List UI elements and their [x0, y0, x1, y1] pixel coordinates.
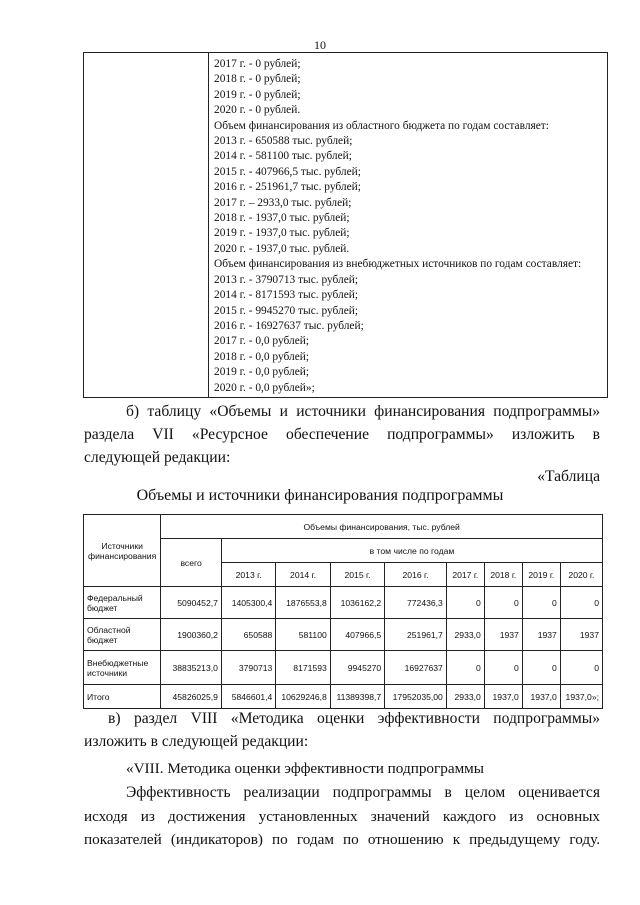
table-row: [84, 587, 603, 619]
header-year: 2016 г.: [385, 563, 447, 587]
table-total-row: [84, 685, 603, 709]
summary-line: 2015 г. - 9945270 тыс. рублей;: [214, 304, 359, 317]
table-row: [84, 619, 603, 651]
section-heading: «VIII. Методика оценки эффективности подпрограммы: [126, 760, 484, 777]
paragraph-b-line: следующей редакции:: [84, 449, 231, 466]
row-value: 407966,5: [330, 619, 384, 651]
row-value: 8171593: [276, 651, 330, 685]
summary-line: 2019 г. - 1937,0 тыс. рублей;: [214, 227, 350, 240]
row-value: 2933,0: [446, 685, 484, 709]
row-total: 45826025,9: [161, 685, 222, 709]
row-value: 1937: [484, 619, 522, 651]
header-source: Источники финансирования: [84, 515, 161, 587]
summary-line: 2013 г. - 650588 тыс. рублей;: [214, 135, 353, 148]
table-title: Объемы и источники финансирования подпрограммы: [136, 487, 504, 504]
row-value: 1937,0: [522, 685, 560, 709]
row-value: 0: [484, 587, 522, 619]
paragraph-b-line: б) таблицу «Объемы и источники финансирования подпрограммы»: [126, 403, 600, 420]
row-value: 5846601,4: [221, 685, 275, 709]
row-value: 1036162,2: [330, 587, 384, 619]
row-total: 5090452,7: [161, 587, 222, 619]
summary-line: 2016 г. - 16927637 тыс. рублей;: [214, 319, 364, 332]
summary-line: 2017 г. - 0 рублей;: [214, 58, 301, 70]
row-value: 251961,7: [385, 619, 447, 651]
row-value: 0: [446, 651, 484, 685]
body-line: Эффективность реализации подпрограммы в целом оценивается: [126, 784, 600, 801]
summary-line: 2015 г. - 407966,5 тыс. рублей;: [214, 165, 361, 178]
row-value: 650588: [221, 619, 275, 651]
header-year: 2020 г.: [560, 563, 602, 587]
row-value: 3790713: [221, 651, 275, 685]
header-year: 2018 г.: [484, 563, 522, 587]
header-year: 2017 г.: [446, 563, 484, 587]
body-paragraph-cont: [84, 805, 600, 851]
row-source: Итого: [84, 685, 161, 709]
paragraph-c-cont: [84, 730, 600, 753]
table-header-row: [84, 539, 603, 563]
row-value: 0: [560, 651, 602, 685]
table-header-row: [84, 515, 603, 539]
summary-line: 2018 г. - 0 рублей;: [214, 73, 301, 86]
row-value: 1405300,4: [221, 587, 275, 619]
row-value: 1937: [560, 619, 602, 651]
row-value: 2933,0: [446, 619, 484, 651]
paragraph-c-line: в) раздел VIII «Методика оценки эффективности подпрограммы»: [108, 710, 600, 727]
paragraph-b: [126, 400, 600, 423]
row-value: 0: [522, 587, 560, 619]
row-value: 16927637: [385, 651, 447, 685]
financing-summary-text: [214, 57, 603, 396]
row-value: 17952035,00: [385, 685, 447, 709]
row-value: 1937,0»;: [560, 685, 602, 709]
row-source: Областной бюджет: [84, 619, 161, 651]
summary-line: 2020 г. - 0,0 рублей»;: [214, 381, 315, 394]
financing-table: [83, 514, 603, 709]
header-by-years: в том числе по годам: [221, 539, 602, 563]
summary-line: Объем финансирования из внебюджетных источников по годам составляет:: [214, 258, 582, 271]
row-value: 1937: [522, 619, 560, 651]
financing-summary-box: [83, 52, 608, 398]
body-paragraph: [126, 781, 600, 804]
summary-line: 2014 г. - 8171593 тыс. рублей;: [214, 289, 359, 302]
row-value: 772436,3: [385, 587, 447, 619]
header-year: 2019 г.: [522, 563, 560, 587]
row-value: 0: [484, 651, 522, 685]
summary-line: 2017 г. – 2933,0 тыс. рублей;: [214, 196, 352, 209]
row-value: 0: [560, 587, 602, 619]
summary-line: 2018 г. - 0,0 рублей;: [214, 350, 310, 363]
summary-line: Объем финансирования из областного бюджета по годам составляет:: [214, 119, 549, 132]
paragraph-c-line: изложить в следующей редакции:: [84, 733, 309, 750]
body-line: показателей (индикаторов) по годам по отношению к предыдущему году.: [84, 831, 600, 848]
paragraph-c: [108, 707, 600, 730]
body-line: исходя из достижения установленных значений каждого из основных: [84, 808, 600, 825]
paragraph-b-cont: [84, 423, 600, 469]
summary-line: 2019 г. - 0 рублей;: [214, 88, 301, 101]
row-source: Федеральный бюджет: [84, 587, 161, 619]
header-year: 2014 г.: [276, 563, 330, 587]
paragraph-b-line: раздела VII «Ресурсное обеспечение подпрограммы» изложить в: [84, 426, 600, 443]
header-volumes: Объемы финансирования, тыс. рублей: [161, 515, 603, 539]
row-value: 0: [446, 587, 484, 619]
table-label: «Таблица: [537, 468, 600, 485]
row-value: 1937,0: [484, 685, 522, 709]
row-value: 1876553,8: [276, 587, 330, 619]
row-value: 0: [522, 651, 560, 685]
table-row: [84, 651, 603, 685]
page-number: 10: [314, 38, 326, 52]
row-value: 11389398,7: [330, 685, 384, 709]
summary-line: 2019 г. - 0,0 рублей;: [214, 366, 310, 379]
summary-line: 2020 г. - 0 рублей.: [214, 104, 301, 117]
row-value: 10629246,8: [276, 685, 330, 709]
row-total: 1900360,2: [161, 619, 222, 651]
header-total: всего: [161, 539, 222, 587]
summary-line: 2013 г. - 3790713 тыс. рублей;: [214, 273, 359, 286]
summary-line: 2016 г. - 251961,7 тыс. рублей;: [214, 181, 361, 194]
header-year: 2013 г.: [221, 563, 275, 587]
row-source: Внебюджетные источники: [84, 651, 161, 685]
row-value: 9945270: [330, 651, 384, 685]
row-value: 581100: [276, 619, 330, 651]
summary-line: 2018 г. - 1937,0 тыс. рублей;: [214, 212, 350, 225]
summary-line: 2017 г. - 0,0 рублей;: [214, 335, 310, 348]
row-total: 38835213,0: [161, 651, 222, 685]
summary-line: 2020 г. - 1937,0 тыс. рублей.: [214, 242, 350, 255]
header-year: 2015 г.: [330, 563, 384, 587]
column-divider: [208, 53, 209, 397]
summary-line: 2014 г. - 581100 тыс. рублей;: [214, 150, 352, 163]
